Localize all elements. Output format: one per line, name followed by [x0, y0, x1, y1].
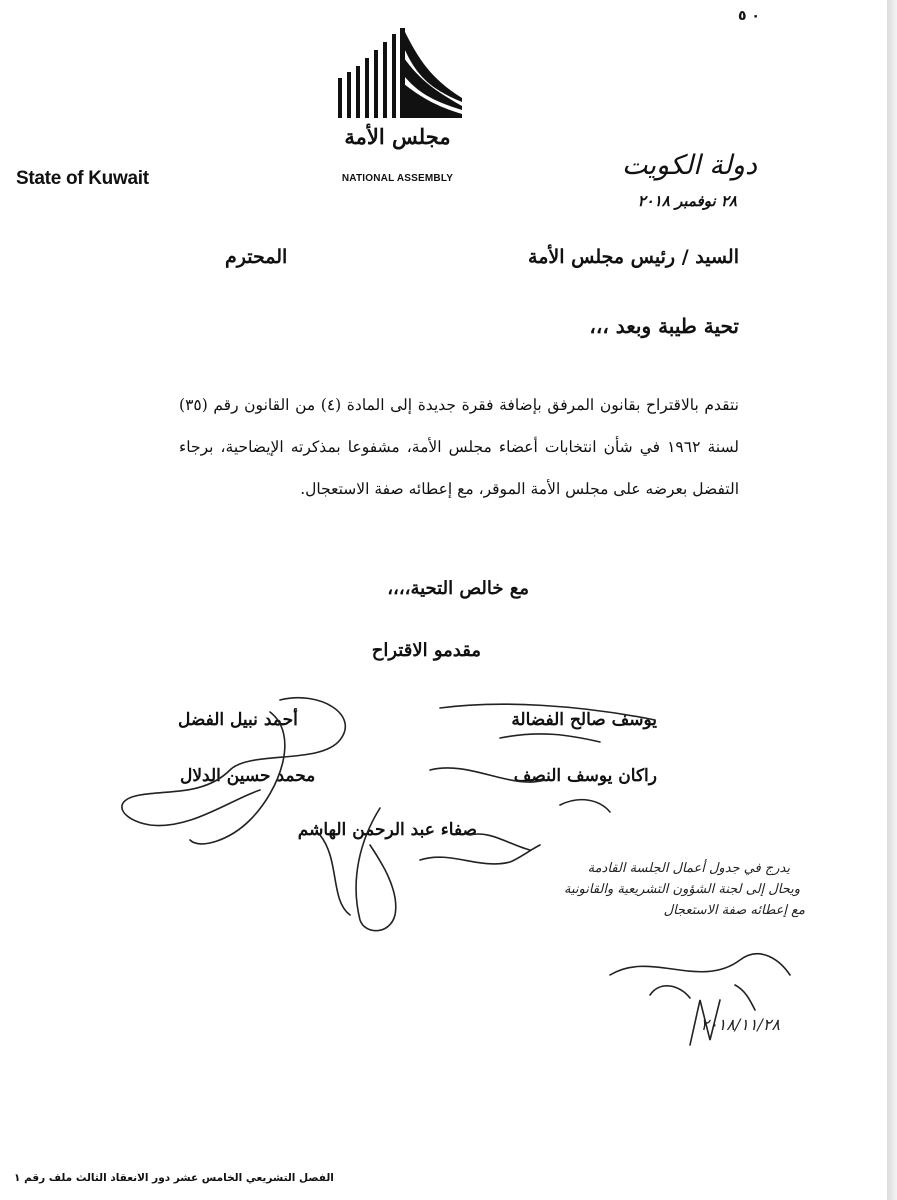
footer-file-reference: الفصل التشريعي الخامس عشر دور الانعقاد الثالث ملف رقم ١ [14, 1172, 334, 1184]
signatory-name: راكان يوسف النصف [513, 766, 657, 786]
signatory-name: أحمد نبيل الفضل [178, 710, 298, 730]
svg-text:ويحال إلى لجنة الشؤون التشريعي: ويحال إلى لجنة الشؤون التشريعية والقانونية [564, 882, 800, 897]
logo-arabic-text: مجلس الأمة [344, 124, 451, 149]
signatory-name: محمد حسين الدلال [180, 766, 316, 786]
svg-text:يدرج في جدول أعمال الجلسة القا: يدرج في جدول أعمال الجلسة القادمة [587, 861, 790, 876]
signatory-name: يوسف صالح الفضالة [511, 710, 657, 730]
state-name-english: State of Kuwait [16, 168, 149, 189]
letter-body: نتقدم بالاقتراح بقانون المرفق بإضافة فقرة جديدة إلى المادة (٤) من القانون رقم (٣٥) لسنة ١٩٦٢ في شأن انتخابات أعضاء مجلس الأمة، مشفوعا بمذكرته الإيضاحية، برجاء التفضل بعرضه على مجلس الأمة الموقر، مع إعطائه صفة الاستعجال. [179, 396, 739, 498]
addressee: السيد / رئيس مجلس الأمة [528, 246, 739, 268]
state-name-arabic: دولة الكويت [622, 150, 757, 181]
closing: مع خالص التحية،،،، [387, 578, 529, 599]
logo-english-text: NATIONAL ASSEMBLY [341, 173, 454, 184]
svg-text:٢٠١٨/١١/٢٨: ٢٠١٨/١١/٢٨ [700, 1015, 780, 1034]
signature-stroke [610, 954, 790, 998]
signature-stroke [470, 834, 530, 850]
assembly-emblem-icon [330, 28, 465, 123]
corner-mark: ٠ ٥ [738, 8, 760, 24]
svg-text:مع إعطائه صفة الاستعجال: مع إعطائه صفة الاستعجال [663, 903, 805, 918]
national-assembly-logo [330, 28, 465, 198]
greeting: تحية طيبة وبعد ،،، [589, 314, 739, 338]
page-edge-shadow [887, 0, 897, 1200]
signatory-name: صفاء عبد الرحمن الهاشم [297, 820, 477, 840]
proposers-label: مقدمو الاقتراح [371, 640, 481, 661]
letter-date: ٢٨ نوفمبر ٢٠١٨ [637, 192, 737, 210]
signature-stroke [320, 835, 540, 915]
honorific: المحترم [225, 246, 288, 268]
signature-stroke [690, 985, 755, 1045]
